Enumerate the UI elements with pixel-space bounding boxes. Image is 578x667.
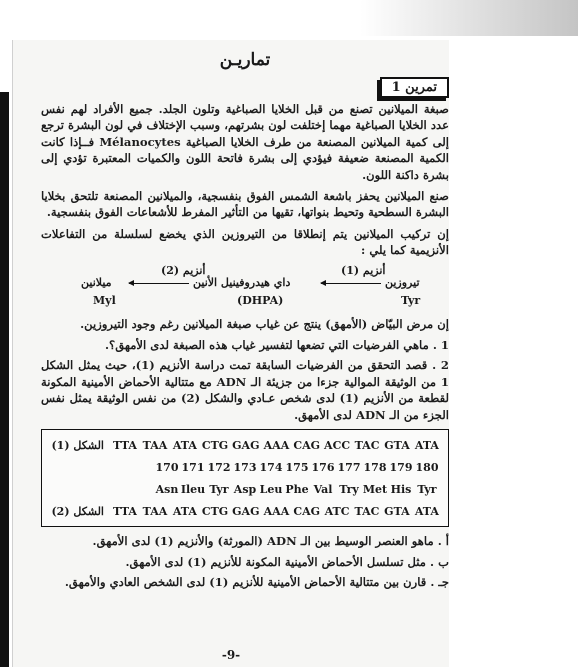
codon-cell: TAC <box>354 438 380 452</box>
amino-acid-cell: Met <box>362 482 388 496</box>
sequence-row-fig1 <box>46 434 444 456</box>
sub-questions <box>41 533 449 590</box>
question-c: جـ . قارن بين متتالية الأحماض الأمينية للأنزيم (1) لدى الشخص العادي والأمهق. <box>64 574 449 589</box>
page-number: -9- <box>221 648 241 662</box>
scan-top-shadow <box>360 0 578 36</box>
figure-2-label: الشكل (2) <box>51 504 104 518</box>
question-1: 1 . ماهي الفرضيات التي تضعها لتفسير غياب هذه الصبغة لدى الأمهق؟. <box>105 338 449 353</box>
amino-acid-cell: Tyr <box>209 482 229 496</box>
codon-cell: ATA <box>172 504 197 518</box>
reaction-arrow-1 <box>321 283 381 284</box>
exercise-header <box>41 76 449 101</box>
position-cell: 176 <box>311 460 335 474</box>
amino-acid-cell: Phe <box>285 482 309 496</box>
question-b: ب . مثل تسلسل الأحماض الأمينية المكونة للأنزيم (1) لدى الأمهق. <box>125 554 449 569</box>
codon-cell: CTG <box>201 438 229 452</box>
tyrosine-label: تيروزين <box>385 275 420 289</box>
codon-cell: GAG <box>232 438 260 452</box>
amino-acid-cell: Val <box>313 482 333 496</box>
dhpa-label: داي هيدروفينيل الأنين <box>193 275 291 289</box>
question-2: 2 . قصد التحقق من الفرضيات السابقة تمت دراسة الأنزيم (1)، حيث يمثل الشكل 1 من الوثيقة الموالية جزءا من جزيئة الـ ADN مع متتالية الأحماض الأمينية المكونة لقطعة من الأنزيم (1) لدى شخص عـادي والشكل (2) من نفس الوثيقة يمثل نفس الجزء من الـ ADN لدى الأمهق. <box>41 358 449 422</box>
position-cell: 172 <box>207 460 231 474</box>
question-a: أ . ماهو العنصر الوسيط بين الـ ADN (المورثة) والأنزيم (1) لدى الأمهق. <box>92 534 449 549</box>
reaction-scheme <box>41 264 449 312</box>
amino-acid-cell: Asn <box>155 482 179 496</box>
codon-cell: CAG <box>293 504 321 518</box>
codon-cell: CAG <box>293 438 321 452</box>
amino-acid-cell: Tyr <box>417 482 437 496</box>
codon-cell: TAC <box>354 504 380 518</box>
position-cell: 170 <box>155 460 179 474</box>
melanin-label: ميلانين <box>81 275 112 289</box>
codon-cell: GTA <box>384 504 410 518</box>
tyr-abbr: Tyr <box>401 293 421 307</box>
codon-cell: CTG <box>201 504 229 518</box>
dna-sequence-table <box>41 429 449 527</box>
codon-cell: TAA <box>142 438 168 452</box>
position-cell: 178 <box>363 460 387 474</box>
position-cell: 177 <box>337 460 361 474</box>
codon-cell: ATC <box>324 504 350 518</box>
amino-acid-cell: Try <box>339 482 359 496</box>
enzyme1-label: أنزيم (1) <box>341 263 386 277</box>
dhpa-abbr: (DHPA) <box>237 293 284 307</box>
codon-cell: ATA <box>172 438 197 452</box>
book-page <box>12 40 449 667</box>
amino-acid-cell: Ileu <box>180 482 206 496</box>
codon-cell: ACC <box>324 438 351 452</box>
albinism-statement: إن مرض البيّاض (الأمهق) ينتج عن غياب صبغة الميلانين رغم وجود التيروزين. <box>80 316 449 331</box>
codon-cell: ATA <box>414 438 439 452</box>
codon-cell: TTA <box>113 438 137 452</box>
scan-left-edge <box>0 92 9 667</box>
codon-cell: AAA <box>263 438 290 452</box>
codon-cell: TAA <box>142 504 168 518</box>
paragraph-uv: صنع الميلانين يحفز باشعة الشمس الفوق بنفسجية، والميلانين المصنعة تلتحق بخلايا البشرة السطحية وتحيط بنواتها، تقيها من التأثير المفرط للأشعاعات الفوق بنفسجية. <box>41 189 449 220</box>
page-title: تماريـن <box>219 50 271 70</box>
codon-cell: TTA <box>113 504 137 518</box>
amino-acid-cell: Leu <box>259 482 283 496</box>
paragraph-synthesis: إن تركيب الميلانين يتم إنطلاقا من التيروزين الذي يخضع لسلسلة من التفاعلات الأنزيمية كما يلي : <box>41 226 449 258</box>
codon-cell: GAG <box>232 504 260 518</box>
position-cell: 173 <box>233 460 257 474</box>
position-cell: 179 <box>389 460 413 474</box>
figure-1-label: الشكل (1) <box>51 438 104 452</box>
enzyme2-label: أنزيم (2) <box>161 263 206 277</box>
codon-cell: ATA <box>414 504 439 518</box>
exercise-label: تمرين 1 <box>380 77 449 98</box>
reaction-arrow-2 <box>129 283 189 284</box>
amino-acid-row <box>46 478 444 500</box>
codon-cell: GTA <box>384 438 410 452</box>
position-cell: 174 <box>259 460 283 474</box>
position-row <box>46 456 444 478</box>
sequence-row-fig2 <box>46 500 444 522</box>
myl-abbr: Myl <box>93 293 116 307</box>
amino-acid-cell: Asp <box>233 482 257 496</box>
paragraph-intro: صبغة الميلانين تصنع من قبل الخلايا الصباغية وتلون الجلد. جميع الأفراد لهم نفس عدد الخلايا الصباغية مهما إختلفت لون بشرتهم، وسبب الإختلاف في لون البشرة ترجع إلى كمية الميلانين المصنعة من طرف الخلايا الصباغية Mélanocytes فــإذا كانت الكمية المصنعة ضعيفة فيؤدي إلى بشرة فاتحة اللون والكميات المعتبرة تؤدي إلى بشرة داكنة اللون. <box>41 102 449 182</box>
codon-cell: AAA <box>263 504 290 518</box>
position-cell: 171 <box>181 460 205 474</box>
position-cell: 175 <box>285 460 309 474</box>
amino-acid-cell: His <box>390 482 412 496</box>
position-cell: 180 <box>415 460 439 474</box>
page-content <box>41 48 449 594</box>
